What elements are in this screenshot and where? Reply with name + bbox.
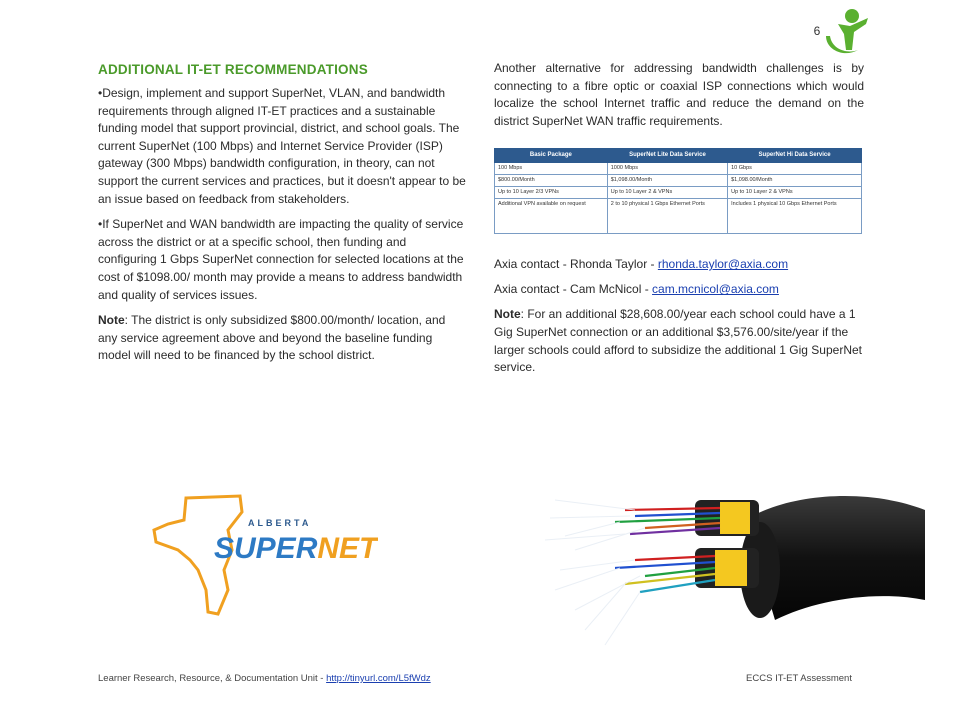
table-cell: $800.00/Month (495, 175, 608, 187)
contact-cam (494, 281, 864, 298)
alberta-supernet-logo (148, 490, 378, 620)
table-row (495, 187, 862, 199)
table-header-cell: Basic Package (495, 149, 608, 163)
table-cell: $1,098.00/Month (728, 175, 862, 187)
footer-left (98, 673, 431, 684)
note-text: : For an additional $28,608.00/year each school could have a 1 Gig SuperNet connection or an additional $3,576.00/site/year if the larger schools could afford to subsidize the additional 1 Gig SuperNet service. (494, 307, 862, 375)
person-logo-icon (818, 6, 874, 58)
table-header-cell: SuperNet Hi Data Service (728, 149, 862, 163)
page-number: 6 (813, 24, 821, 38)
table-row (495, 175, 862, 187)
left-column (98, 62, 466, 373)
footer-link[interactable]: http://tinyurl.com/L5fWdz (326, 673, 431, 684)
table-row (495, 163, 862, 175)
package-table (494, 148, 862, 234)
table-cell: Additional VPN available on request (495, 199, 608, 234)
table-cell: Up to 10 Layer 2 & VPNs (607, 187, 727, 199)
recommendation-paragraph-2: •If SuperNet and WAN bandwidth are impacting the quality of service across the district or at a specific school, then funding and configuring 1 Gbps SuperNet connection for selected locations at the cost of $1098.00/ month may provide a means to address bandwidth and quality of services issues. (98, 217, 464, 302)
section-heading: ADDITIONAL IT-ET RECOMMENDATIONS (98, 62, 368, 77)
net-text: NET (317, 532, 378, 565)
contact-label: Axia contact - Rhonda Taylor - (494, 257, 658, 272)
table-cell: 100 Mbps (495, 163, 608, 175)
table-cell: 2 to 10 physical 1 Gbps Ethernet Ports (607, 199, 727, 234)
table-cell: Includes 1 physical 10 Gbps Ethernet Ports (728, 199, 862, 234)
note-label: Note (494, 307, 521, 322)
contact-email-link[interactable]: cam.mcnicol@axia.com (652, 282, 779, 297)
note-text: : The district is only subsidized $800.00/month/ location, and any service agreement above and beyond the baseline funding model will need to be financed by the school district. (98, 313, 446, 363)
alberta-text: ALBERTA (248, 518, 312, 528)
contact-rhonda (494, 256, 864, 273)
note-label: Note (98, 313, 125, 328)
fiber-cable-image (545, 480, 925, 655)
footer-unit-text: Learner Research, Resource, & Documentation Unit - (98, 673, 327, 684)
table-row (495, 199, 862, 234)
table-cell: Up to 10 Layer 2/3 VPNs (495, 187, 608, 199)
right-note (494, 306, 864, 376)
contact-label: Axia contact - Cam McNicol - (494, 282, 653, 297)
table-cell: $1,098.00/Month (607, 175, 727, 187)
left-note (98, 312, 466, 365)
right-column (494, 60, 864, 385)
super-text: SUPER (214, 532, 318, 565)
table-cell: 10 Gbps (728, 163, 862, 175)
table-header-cell: SuperNet Lite Data Service (607, 149, 727, 163)
recommendation-paragraph-1: •Design, implement and support SuperNet, VLAN, and bandwidth requirements through aligned IT-ET practices and a sustainable funding model that support provincial, district, and school goals. The current SuperNet (100 Mbps) and Internet Service Provider (ISP) gateway (300 Mbps) bandwidth configuration, in theory, can not support the current services and practices, but it doesn't appear to be an issue based on feedback from stakeholders. (98, 86, 466, 206)
alternative-paragraph: Another alternative for addressing bandwidth challenges is by connecting to a fibre optic or coaxial ISP connections which would localize the school Internet traffic and reduce the demand on the district SuperNet WAN traffic requirements. (494, 61, 864, 128)
table-header-row (495, 149, 862, 163)
table-cell: 1000 Mbps (607, 163, 727, 175)
footer-right: ECCS IT-ET Assessment (746, 673, 852, 684)
table-cell: Up to 10 Layer 2 & VPNs (728, 187, 862, 199)
svg-text:SUPERNET (214, 532, 378, 565)
contact-email-link[interactable]: rhonda.taylor@axia.com (657, 257, 789, 272)
